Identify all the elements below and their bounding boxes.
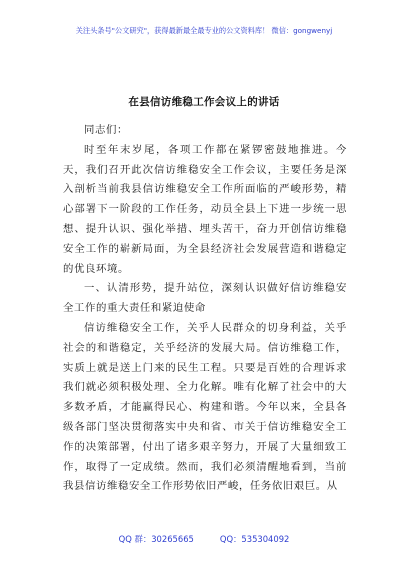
paragraph-intro: 时至年末岁尾，各项工作都在紧锣密鼓地推进。今天，我们召开此次信访维稳安全工作会议，主要任务是深入剖析当前我县信访维稳安全工作所面临的严峻形势，精心部署下一阶段的工作任务，动员全县上下进一步统一思想、提升认识、强化举措、埋头苦干，奋力开创信访维稳安全工作的崭新局面，为全县经济社会发展营造和谐稳定的优良环境。	[63, 143, 347, 275]
document-body	[63, 121, 347, 497]
contact-footer	[0, 533, 408, 545]
section-heading-1: 一、认清形势，提升站位，深刻认识做好信访维稳安全工作的重大责任和紧迫使命	[63, 282, 347, 315]
document-title: 在县信访维稳工作会议上的讲话	[128, 96, 280, 108]
promo-banner: 关注头条号"公文研究"，获得最新最全最专业的公文资料库！ 微信：gongwenyj	[75, 26, 333, 35]
qq-group-label: QQ 群：30265665	[118, 534, 194, 544]
paragraph-section-1: 信访维稳安全工作，关乎人民群众的切身利益，关乎社会的和谐稳定，关乎经济的发展大局。信访维稳工作，实质上就是送上门来的民生工程。只要是百姓的合理诉求我们就必须积极处理、全力化解。唯有化解了社会中的大多数矛盾，才能赢得民心、构建和谐。今年以来，全县各级各部门坚决贯彻落实中央和省、市关于信访维稳安全工作的决策部署，付出了诸多艰辛努力，开展了大量细致工作，取得了一定成绩。然而，我们必须清醒地看到，当前我县信访维稳安全工作形势依旧严峻，任务依旧艰巨。从	[63, 321, 347, 493]
salutation: 同志们：	[84, 124, 128, 136]
qq-label: QQ：535304092	[219, 534, 290, 544]
